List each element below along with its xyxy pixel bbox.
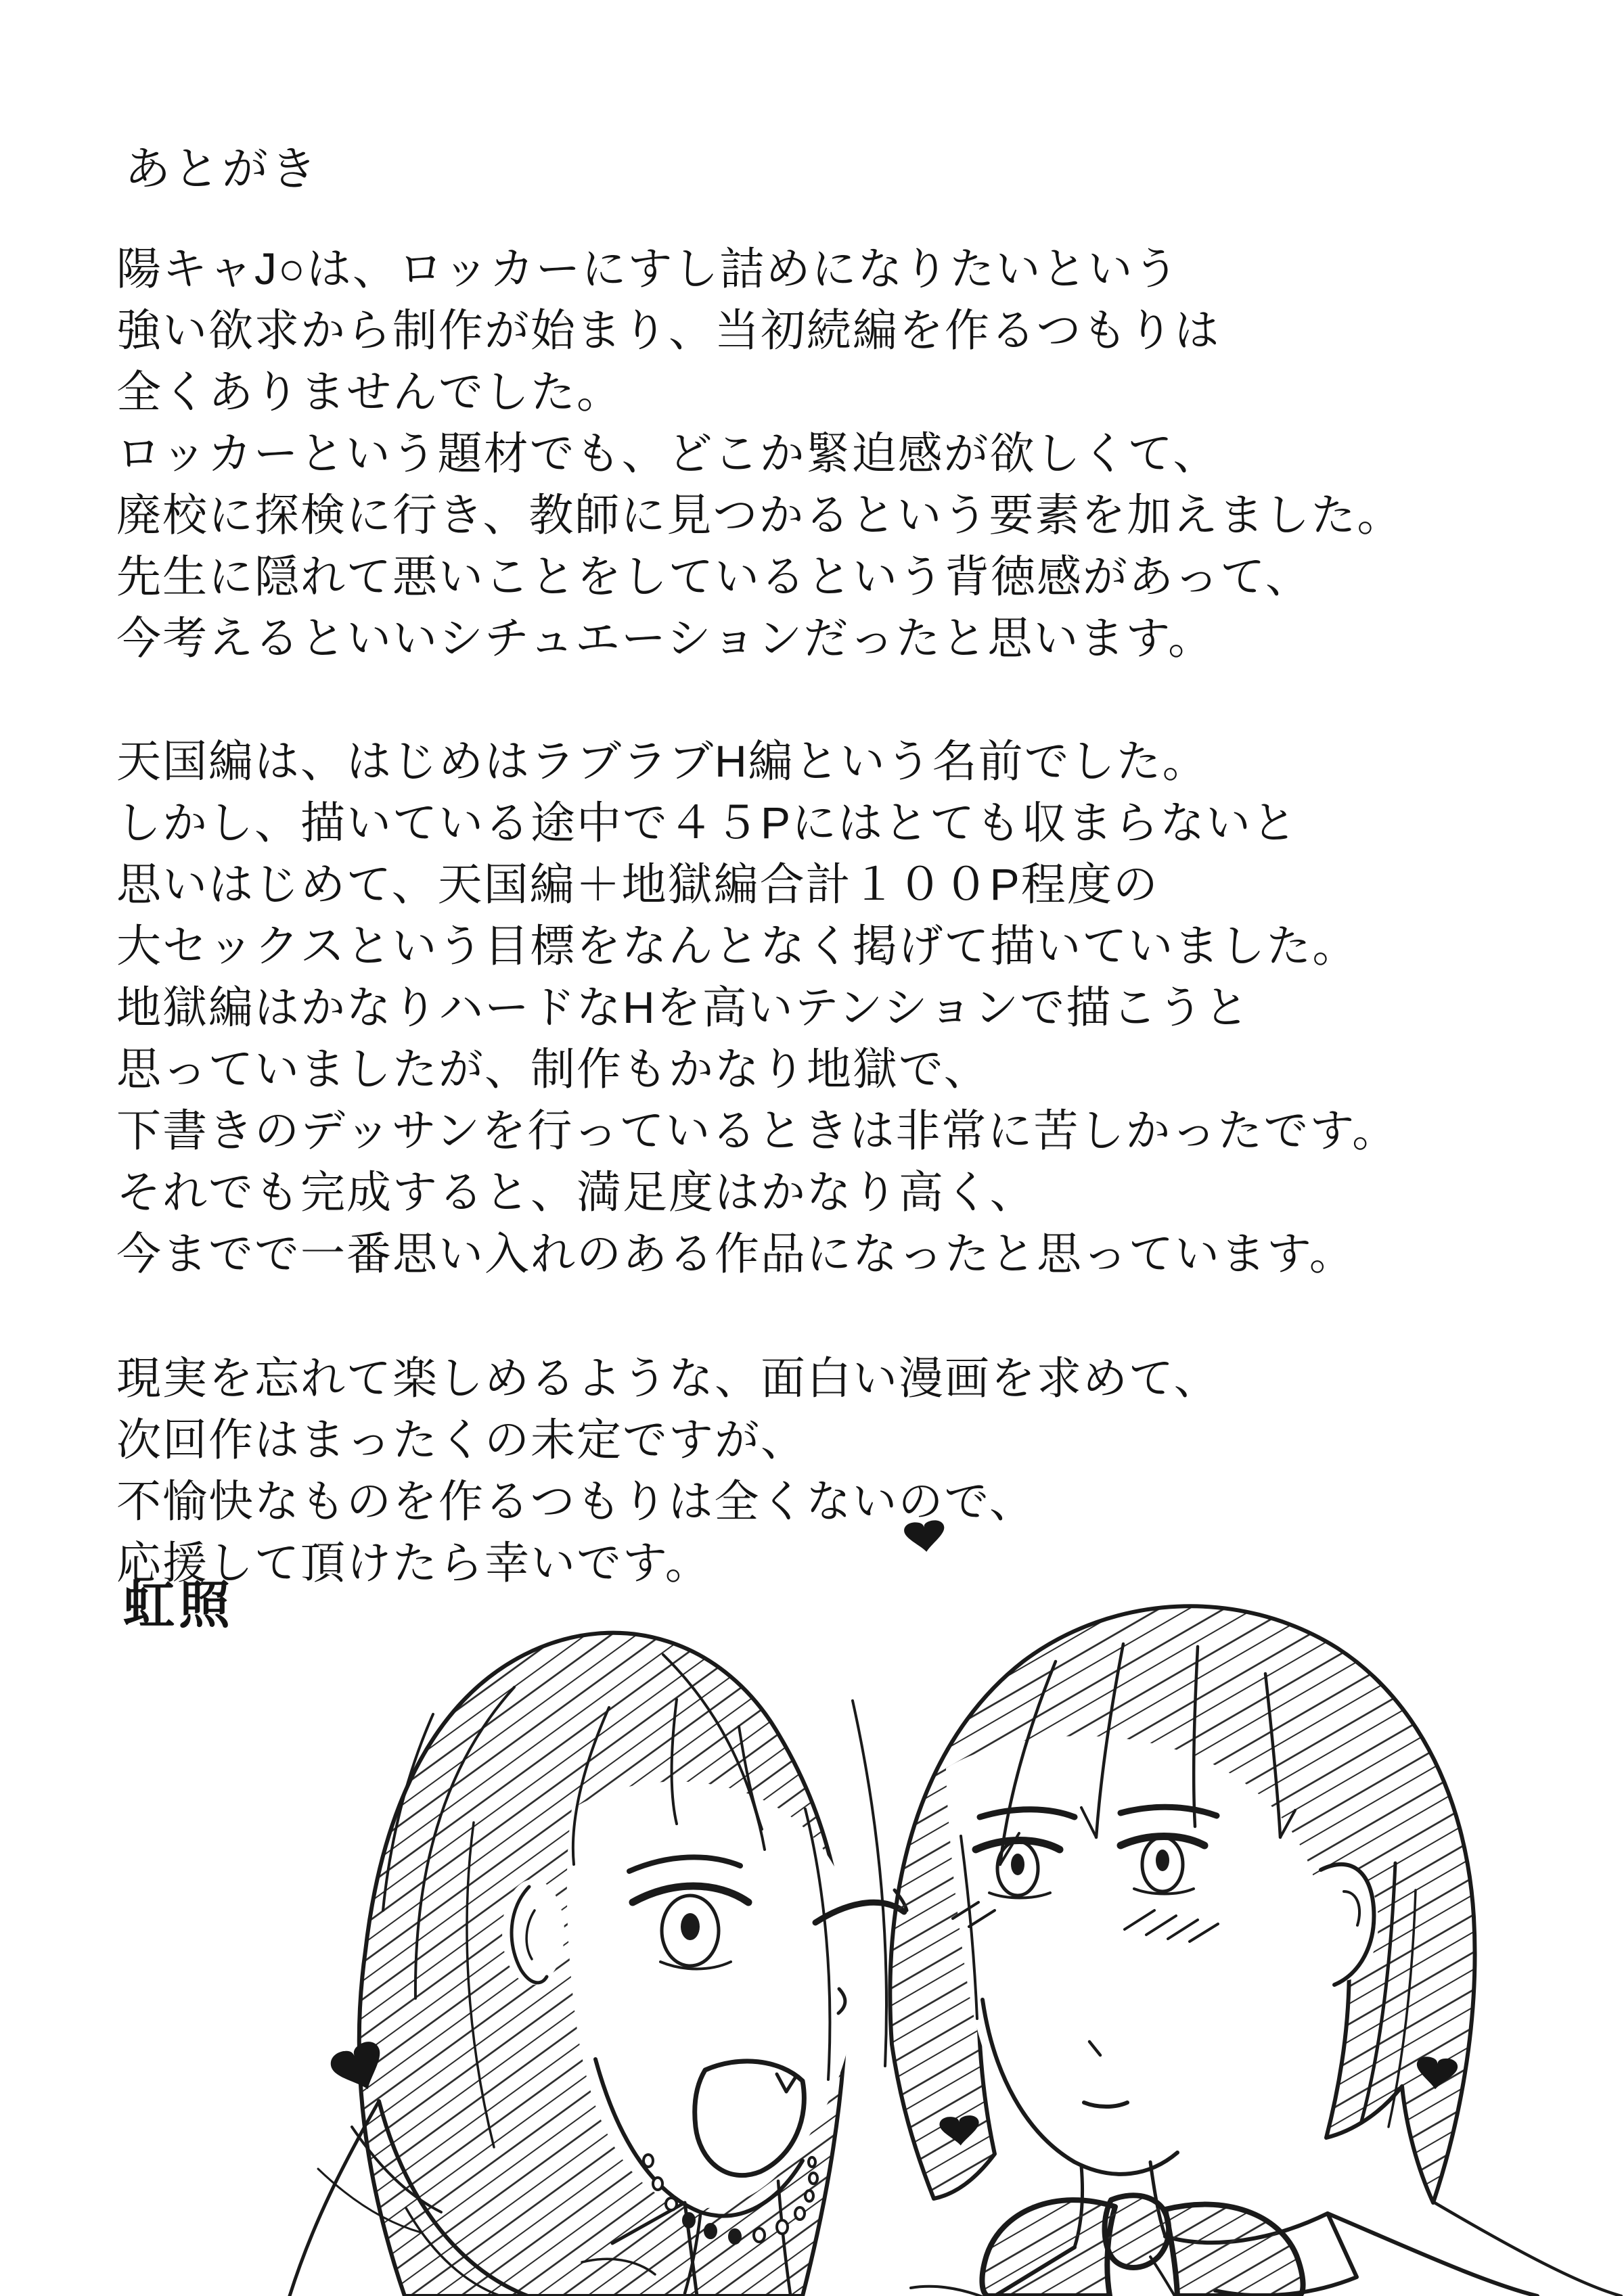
short-hair-girl-sketch [890, 1606, 1621, 2296]
text-line: 不愉快なものを作るつもりは全くないので、 [116, 1476, 1036, 1526]
text-line: それでも完成すると、満足度はかなり高く、 [116, 1167, 1036, 1217]
text-line: 思っていましたが、制作もかなり地獄で、 [116, 1044, 990, 1094]
text-line: 今考えるといいシチュエーションだったと思います。 [116, 613, 1215, 663]
paragraph-2 [116, 731, 1398, 1285]
text-line: 今までで一番思い入れのある作品になったと思っています。 [116, 1229, 1355, 1279]
text-line: 陽キャJ○は、ロッカーにすし詰めになりたいという [116, 244, 1180, 294]
text-line: しかし、描いている途中で４５Pにはとても収まらないと [116, 798, 1299, 848]
text-line: 応援して頂けたら幸いです。 [116, 1538, 711, 1588]
page-title: あとがき [125, 143, 320, 195]
text-line: 地獄編はかなりハードなHを高いテンションで描こうと [116, 982, 1250, 1032]
text-line: 大セックスという目標をなんとなく掲げて描いていました。 [116, 921, 1359, 971]
text-line: 下書きのデッサンを行っているときは非常に苦しかったです。 [116, 1105, 1399, 1155]
heart-icon [903, 1519, 947, 1554]
text-line: 廃校に探検に行き、教師に見つかるという要素を加えました。 [116, 490, 1403, 540]
text-line: 次回作はまったくの未定ですが、 [116, 1415, 807, 1465]
text-line: 現実を忘れて楽しめるような、面白い漫画を求めて、 [116, 1353, 1220, 1403]
text-line: 強い欲求から制作が始まり、当初続編を作るつもりは [116, 305, 1221, 355]
author-signature: 虹照 [123, 1577, 234, 1634]
sketch-illustration [0, 1484, 1624, 2296]
paragraph-1 [116, 238, 1403, 669]
text-line: 思いはじめて、天国編＋地獄編合計１００P程度の [116, 859, 1159, 909]
text-line: 先生に隠れて悪いことをしているという背徳感があって、 [116, 551, 1312, 601]
long-hair-girl-sketch [290, 1633, 907, 2296]
bob-face [946, 1736, 1323, 2190]
text-line: ロッカーという題材でも、どこか緊迫感が欲しくて、 [116, 428, 1219, 478]
bob-bow [982, 2195, 1303, 2296]
text-line: 全くありませんでした。 [116, 367, 623, 417]
text-line: 天国編は、はじめはラブラブH編という名前でした。 [116, 736, 1209, 786]
